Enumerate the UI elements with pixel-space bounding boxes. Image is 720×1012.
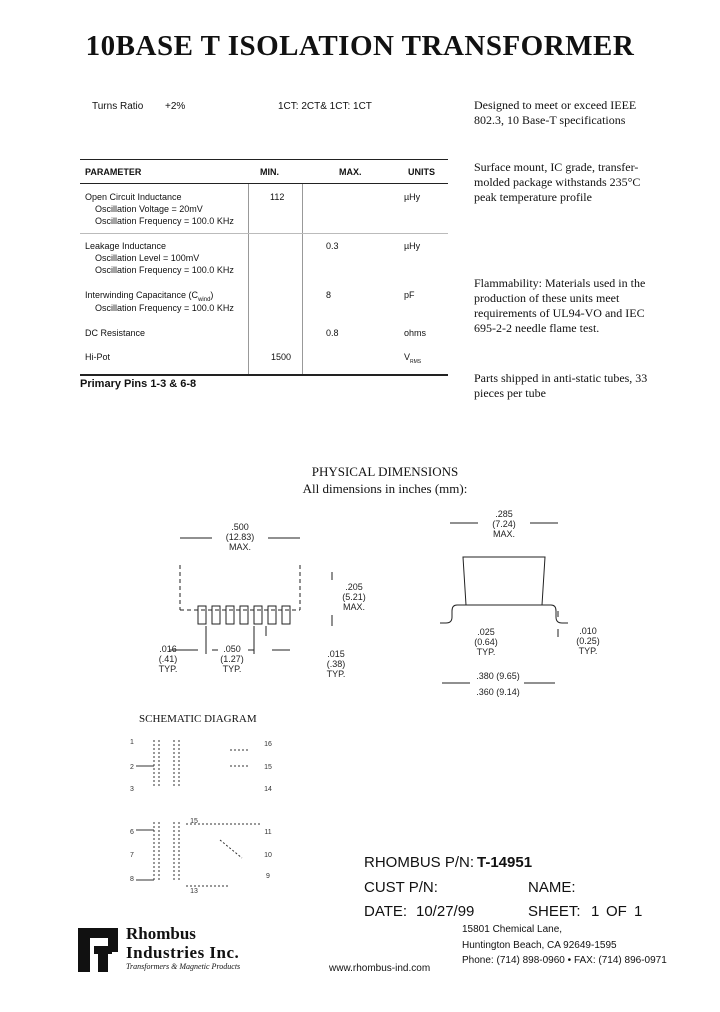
dim-side-width-mm: (7.24) — [492, 519, 516, 529]
dim-width-in: .500 — [231, 522, 249, 532]
note-shipping: Parts shipped in anti-static tubes, 33 pieces per tube — [474, 371, 648, 400]
dim-pitch-mm: (1.27) — [220, 654, 244, 664]
dim-foot-mm: (0.64) — [474, 637, 498, 647]
side-view-drawing — [430, 505, 610, 700]
table-top-rule — [80, 159, 448, 160]
dim-side-width-note: MAX. — [492, 529, 516, 539]
dim-height-note: MAX. — [342, 602, 366, 612]
pin-label: 11 — [264, 829, 272, 836]
units-value: µHy — [404, 192, 421, 202]
param-sub: Oscillation Frequency = 100.0 KHz — [95, 303, 234, 313]
pin-label: 9 — [266, 873, 270, 880]
pin-label: 10 — [264, 852, 272, 859]
dim-thick-note: TYP. — [578, 646, 598, 656]
schematic-drawing — [120, 730, 285, 895]
param-sub: Oscillation Level = 100mV — [95, 253, 200, 263]
pin-label: 15 — [264, 764, 272, 771]
turns-ratio-value: 1CT: 2CT& 1CT: 1CT — [278, 101, 372, 112]
units-value: $V_{RMS}$ — [404, 352, 422, 365]
turns-ratio-label: Turns Ratio — [92, 101, 144, 112]
dim-foot-note: TYP. — [476, 647, 496, 657]
table-bottom-rule — [80, 374, 448, 376]
dim-lead-h-in: .015 — [327, 649, 345, 659]
top-view-drawing — [140, 510, 380, 685]
phone-fax-line: Phone: (714) 898-0960 • FAX: (714) 896-0971 — [462, 955, 667, 966]
units-value: pF — [404, 290, 415, 300]
dim-height-in: .205 — [345, 582, 363, 592]
turns-ratio-tolerance: +2% — [165, 101, 186, 112]
col-header-max: MAX. — [339, 167, 362, 177]
table-header-rule — [80, 183, 448, 184]
physical-heading: PHYSICAL DIMENSIONS — [311, 464, 459, 479]
dim-pitch-in: .050 — [223, 644, 241, 654]
name-label: NAME: — [528, 879, 576, 896]
units-value: µHy — [404, 241, 421, 251]
pin-label: 6 — [130, 829, 134, 836]
primary-pins-note: Primary Pins 1-3 & 6-8 — [80, 378, 197, 390]
pn-value: T-14951 — [477, 854, 533, 871]
max-value: 8 — [326, 290, 332, 300]
sheet-of: OF — [606, 903, 627, 920]
sheet-total: 1 — [634, 903, 643, 920]
note-flammability: Flammability: Materials used in the production of these units meet requirements of UL94-VO and IEC 695-2-2 needle flame test. — [474, 276, 646, 335]
param-sub: Oscillation Frequency = 100.0 KHz — [95, 216, 234, 226]
pin-label: 7 — [130, 852, 134, 859]
company-name-1: Rhombus — [126, 924, 196, 943]
dim-thick-in: .010 — [579, 626, 597, 636]
rhombus-logo-icon — [78, 928, 122, 972]
dim-span-max: .380 (9.65) — [476, 671, 520, 681]
date-value: 10/27/99 — [416, 903, 475, 920]
pin-label: 2 — [130, 764, 134, 771]
units-value: ohms — [404, 328, 427, 338]
cust-pn-label: CUST P/N: — [364, 879, 438, 896]
column-divider — [302, 184, 303, 374]
max-value: 0.8 — [326, 328, 339, 338]
physical-subheading: All dimensions in inches (mm): — [302, 481, 468, 496]
dim-width-mm: (12.83) — [225, 532, 255, 542]
min-value: 112 — [270, 192, 285, 202]
dim-lead-h-note: TYP. — [326, 669, 346, 679]
pin-label: 8 — [130, 876, 134, 883]
param-hipot: Hi-Pot — [85, 352, 111, 362]
row-rule — [80, 233, 448, 234]
sheet-label: SHEET: — [528, 903, 581, 920]
col-header-parameter: PARAMETER — [85, 167, 142, 177]
col-header-units: UNITS — [408, 167, 435, 177]
dim-side-width-in: .285 — [495, 509, 513, 519]
schematic-heading: SCHEMATIC DIAGRAM — [139, 713, 257, 725]
dim-lead-w-mm: (.41) — [158, 654, 178, 664]
min-value: 1500 — [271, 352, 292, 362]
max-value: 0.3 — [326, 241, 339, 251]
company-tagline: Transformers & Magnetic Products — [126, 962, 241, 971]
param-sub: Oscillation Voltage = 20mV — [95, 204, 203, 214]
address-line-2: Huntington Beach, CA 92649-1595 — [462, 940, 617, 951]
dim-thick-mm: (0.25) — [576, 636, 600, 646]
dim-height-mm: (5.21) — [342, 592, 366, 602]
dim-lead-w-note: TYP. — [158, 664, 178, 674]
pin-label: 15 — [190, 818, 198, 825]
page-title: 10BASE T ISOLATION TRANSFORMER — [85, 30, 635, 62]
address-line-1: 15801 Chemical Lane, — [462, 924, 563, 935]
dim-lead-h-mm: (.38) — [326, 659, 346, 669]
sheet-value: 1 — [591, 903, 600, 920]
website-link[interactable]: www.rhombus-ind.com — [329, 963, 431, 974]
pin-label: 3 — [130, 786, 134, 793]
dim-span-min: .360 (9.14) — [476, 687, 520, 697]
pin-label: 1 — [130, 739, 134, 746]
dim-foot-in: .025 — [477, 627, 495, 637]
dim-width-note: MAX. — [228, 542, 252, 552]
dim-lead-w-in: .016 — [159, 644, 177, 654]
company-name-2: Industries Inc. — [126, 943, 240, 962]
dim-pitch-note: TYP. — [222, 664, 242, 674]
param-dcr: DC Resistance — [85, 328, 146, 338]
param-capacitance: Interwinding Capacitance $(C_{wind})$ — [85, 290, 214, 303]
pin-label: 16 — [264, 741, 272, 748]
date-label: DATE: — [364, 903, 408, 920]
pin-label: 13 — [190, 888, 198, 895]
param-sub: Oscillation Frequency = 100.0 KHz — [95, 265, 234, 275]
param-leakage: Leakage Inductance — [85, 241, 167, 251]
pn-label: RHOMBUS P/N: — [364, 854, 475, 871]
note-package: Surface mount, IC grade, transfer-molded package withstands 235°C peak temperature profile — [474, 160, 641, 204]
pin-label: 14 — [264, 786, 272, 793]
note-standards: Designed to meet or exceed IEEE 802.3, 10 Base-T specifications — [474, 98, 637, 127]
col-header-min: MIN. — [260, 167, 279, 177]
column-divider — [248, 184, 249, 374]
param-ocl: Open Circuit Inductance — [85, 192, 182, 202]
